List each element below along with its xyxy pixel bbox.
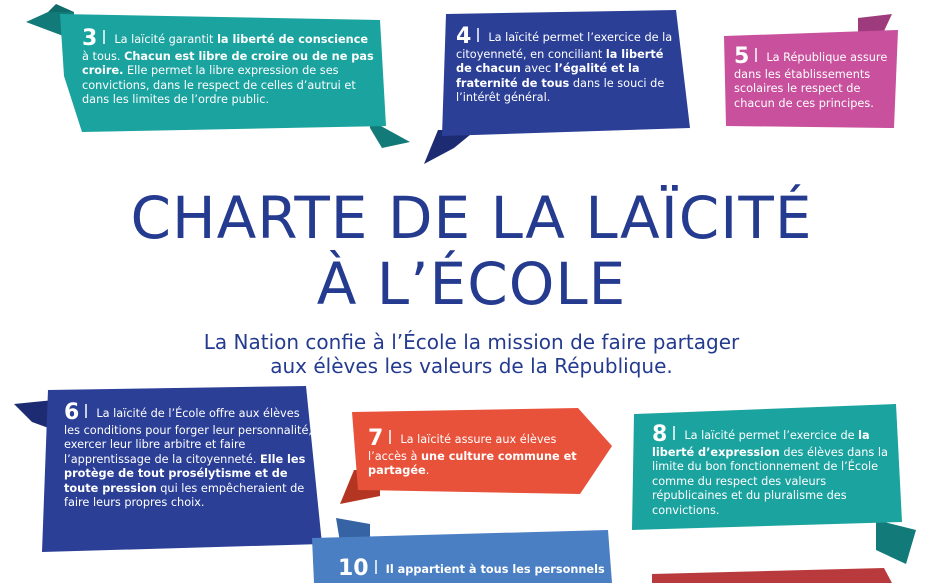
subtitle-line-1: La Nation confie à l’École la mission de faire partager — [203, 330, 740, 354]
text-run: avec — [520, 62, 555, 76]
divider-bar — [755, 48, 757, 62]
bold-text: Elle les protège de tout prosélytisme et de toute pression — [64, 452, 306, 495]
text-run: des élèves dans la limite du bon fonctionnement de l’École comme du respect des valeurs républicaines et du pluralisme des convictions. — [652, 446, 888, 517]
article-body — [386, 563, 605, 576]
text-run: La laïcité garantit — [114, 33, 218, 46]
article-10-card — [312, 530, 612, 583]
article-number: 3 — [82, 26, 98, 51]
article-3-text — [82, 28, 376, 108]
text-run: La laïcité assure aux élèves l’accès à — [368, 433, 557, 463]
text-run: La laïcité de l’École offre aux élèves les conditions pour forger leur personnalité, exercer leur libre arbitre et faire l’apprentissage de la citoyenneté. — [64, 407, 312, 466]
article-number: 10 — [338, 556, 369, 581]
article-body — [652, 429, 888, 517]
text-run: Elle permet la libre expression de ses convictions, dans le respect de celles d’autrui et dans les limites de l’ordre public. — [82, 64, 356, 107]
article-body — [456, 31, 672, 104]
divider-bar — [375, 560, 377, 574]
divider-bar — [85, 404, 87, 418]
article-body — [368, 433, 577, 477]
divider-bar — [389, 430, 391, 444]
article-number: 5 — [734, 44, 750, 69]
bold-text: la liberté d’expression — [652, 429, 870, 459]
text-run: La République assure dans les établissements scolaires le respect de chacun de ces principes. — [734, 51, 888, 110]
article-5-text — [734, 46, 894, 111]
text-run: La laïcité permet l’exercice de — [684, 429, 859, 442]
article-7-card — [352, 408, 614, 498]
page-title-line-1: CHARTE DE LA LAÏCITÉ — [130, 184, 813, 252]
article-6-card — [34, 386, 324, 554]
bold-text: la liberté de chacun — [456, 48, 664, 76]
article-8-text — [652, 424, 896, 518]
article-number: 8 — [652, 422, 668, 447]
ribbon-fragment — [652, 568, 892, 583]
article-body — [64, 407, 312, 509]
article-body — [82, 33, 374, 106]
article-6-text — [64, 402, 316, 510]
divider-bar — [477, 28, 479, 42]
article-number: 7 — [368, 426, 384, 451]
divider-bar — [103, 30, 105, 44]
page-title-line-2: À L’ÉCOLE — [316, 250, 627, 318]
article-number: 4 — [456, 24, 472, 49]
bold-text: une culture commune et partagée — [368, 450, 577, 478]
bold-text: la liberté de conscience — [217, 33, 369, 46]
text-run: . — [425, 464, 430, 478]
text-run: La laïcité permet l’exercice de la citoyenneté, en conciliant — [456, 31, 673, 61]
bold-text: Il appartient à tous les personnels — [385, 563, 605, 576]
text-run: dans le souci de l’intérêt général. — [456, 76, 665, 105]
text-run: à tous. — [82, 50, 125, 63]
bold-text: Chacun est libre de croire ou de ne pas croire. — [82, 50, 374, 78]
article-number: 6 — [64, 400, 80, 425]
text-run: qui les empêcheraient de faire leurs propres choix. — [64, 481, 305, 510]
article-3-card — [40, 12, 390, 132]
divider-bar — [673, 426, 675, 440]
bold-text: l’égalité et la fraternité de tous — [456, 62, 640, 90]
article-10-text — [338, 558, 608, 580]
article-4-text — [456, 26, 680, 106]
article-5-card — [722, 30, 900, 130]
subtitle-line-2: aux élèves les valeurs de la République. — [270, 354, 673, 378]
article-7-text — [368, 428, 578, 479]
article-4-card — [440, 10, 692, 138]
article-8-card — [632, 404, 904, 532]
